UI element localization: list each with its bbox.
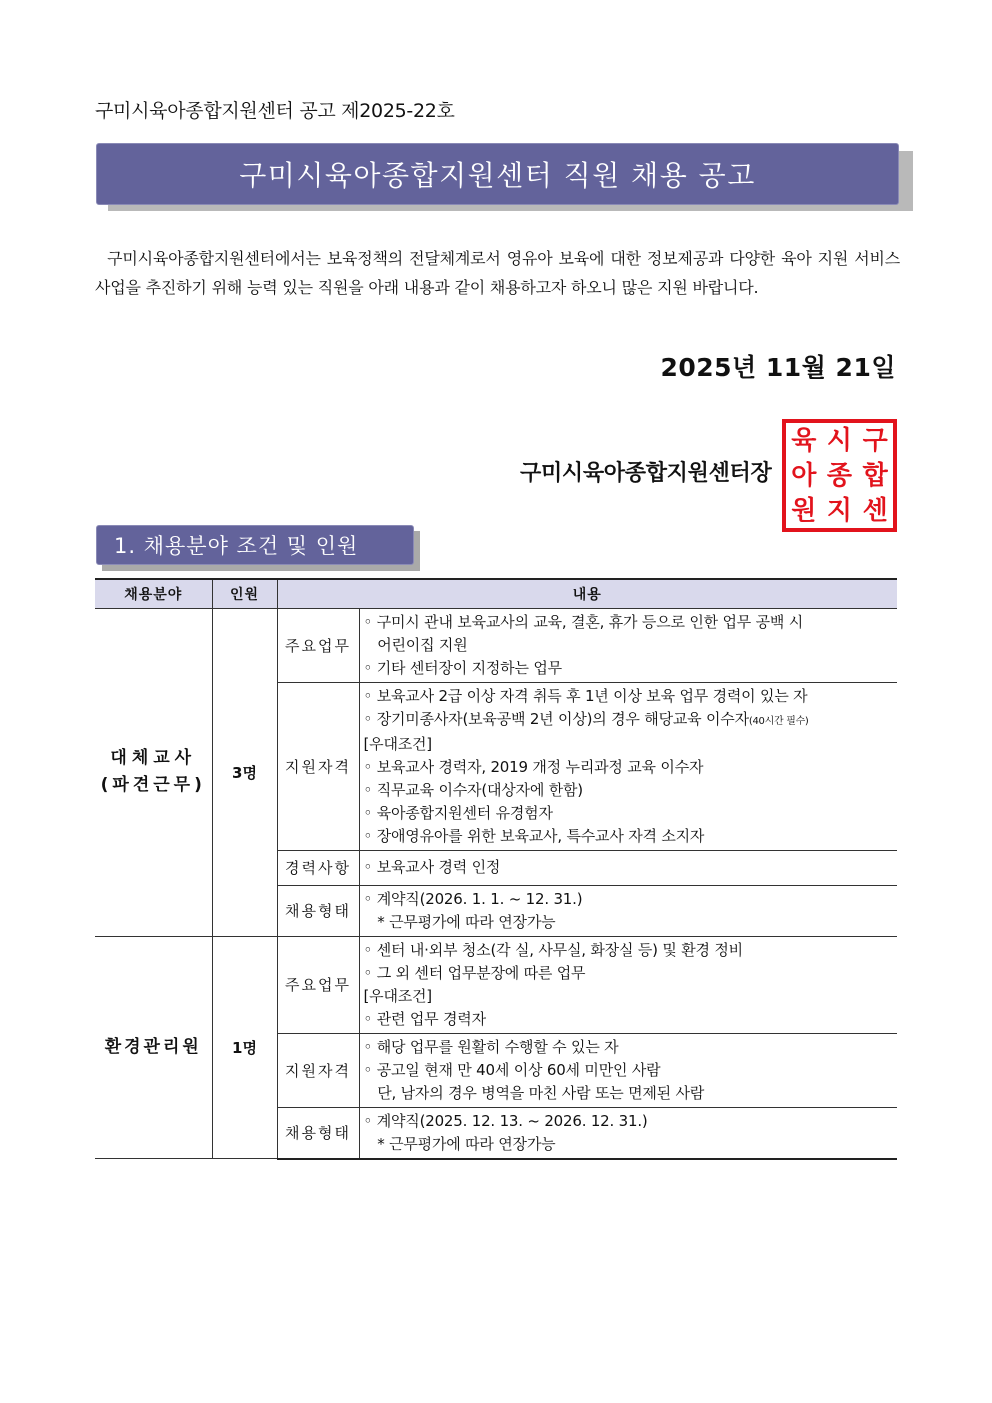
content-line: ◦ 센터 내·외부 청소(각 실, 사무실, 화장실 등) 및 환경 정비 <box>363 940 743 959</box>
signer-name: 구미시육아종합지원센터장 <box>520 461 772 486</box>
notice-number: 구미시육아종합지원센터 공고 제2025-22호 <box>95 100 455 122</box>
header-field: 채용분야 <box>95 579 212 608</box>
count-cell: 1명 <box>212 936 277 1159</box>
seal-char: 종 <box>826 460 853 491</box>
content-cell <box>359 608 897 682</box>
sub-label: 채용형태 <box>277 1107 359 1159</box>
content-cell <box>359 936 897 1033</box>
notice-date: 2025년 11월 21일 <box>660 353 896 382</box>
content-line: 단, 남자의 경우 병역을 마친 사람 또는 면제된 사람 <box>363 1083 705 1102</box>
content-line: [우대조건] <box>363 986 432 1005</box>
content-text: ◦ 장기미종사자(보육공백 2년 이상)의 경우 해당교육 이수자 <box>363 709 749 728</box>
content-line: ◦ 기타 센터장이 지정하는 업무 <box>363 658 562 677</box>
sub-label: 채용형태 <box>277 885 359 936</box>
recruitment-table <box>95 578 897 1160</box>
content-line: 어린이집 지원 <box>363 635 468 654</box>
seal-char: 아 <box>791 460 817 491</box>
content-line: ◦ 해당 업무를 원활히 수행할 수 있는 자 <box>363 1037 619 1056</box>
content-cell <box>359 885 897 936</box>
content-cell <box>359 1033 897 1107</box>
content-cell <box>359 1107 897 1159</box>
official-seal-stamp <box>782 419 897 532</box>
field-note: (파견근무) <box>100 775 206 795</box>
sub-label: 지원자격 <box>277 1033 359 1107</box>
document-title: 구미시육아종합지원센터 직원 채용 공고 <box>96 143 899 205</box>
content-line: ◦ 구미시 관내 보육교사의 교육, 결혼, 휴가 등으로 인한 업무 공백 시 <box>363 612 804 631</box>
content-line: ◦ 계약직(2026. 1. 1. ~ 12. 31.) <box>363 889 583 908</box>
seal-char: 센 <box>862 495 888 526</box>
field-name: 환경관리원 <box>104 1036 202 1057</box>
intro-paragraph: 구미시육아종합지원센터에서는 보육정책의 전달체계로서 영유아 보육에 대한 정보제공과 다양한 육아 지원 서비스 사업을 추진하기 위해 능력 있는 직원을 아래 내용과 같이 채용하고자 하오니 많은 지원 바랍니다. <box>95 249 905 297</box>
content-line: ◦ 직무교육 이수자(대상자에 한함) <box>363 780 583 799</box>
field-cell <box>95 608 212 936</box>
content-line: ◦ 그 외 센터 업무분장에 따른 업무 <box>363 963 586 982</box>
seal-char: 지 <box>826 495 853 526</box>
content-line: ◦ 보육교사 2급 이상 자격 취득 후 1년 이상 보육 업무 경력이 있는 자 <box>363 686 808 705</box>
sub-label: 주요업무 <box>277 608 359 682</box>
content-line: ◦ 계약직(2025. 12. 13. ~ 2026. 12. 31.) <box>363 1111 648 1130</box>
sub-label: 경력사항 <box>277 850 359 885</box>
header-content: 내용 <box>277 579 897 608</box>
content-line: [우대조건] <box>363 734 432 753</box>
seal-char: 원 <box>791 495 817 526</box>
sub-label: 지원자격 <box>277 682 359 850</box>
section-heading: 1. 채용분야 조건 및 인원 <box>96 525 414 565</box>
table-row <box>95 608 897 682</box>
content-line: ◦ 보육교사 경력자, 2019 개정 누리과정 교육 이수자 <box>363 757 704 776</box>
seal-char: 육 <box>791 425 817 456</box>
field-cell <box>95 936 212 1159</box>
content-footnote: (40시간 필수) <box>748 715 809 727</box>
content-cell <box>359 850 897 885</box>
count-cell: 3명 <box>212 608 277 936</box>
content-line: ◦ 보육교사 경력 인정 <box>363 858 501 876</box>
content-line: ◦ 장애영유아를 위한 보육교사, 특수교사 자격 소지자 <box>363 826 705 845</box>
content-line: * 근무평가에 따라 연장가능 <box>363 1134 556 1153</box>
content-line: ◦ 육아종합지원센터 유경험자 <box>363 803 553 822</box>
seal-char: 시 <box>826 425 853 456</box>
header-count: 인원 <box>212 579 277 608</box>
content-cell <box>359 682 897 850</box>
content-line <box>364 708 894 733</box>
content-line: ◦ 공고일 현재 만 40세 이상 60세 미만인 사람 <box>363 1060 661 1079</box>
sub-label: 주요업무 <box>277 936 359 1033</box>
table-header-row <box>95 579 897 608</box>
table-row <box>95 936 897 1033</box>
content-line: * 근무평가에 따라 연장가능 <box>363 912 556 931</box>
field-name: 대체교사 <box>110 748 197 768</box>
seal-char: 합 <box>862 460 888 491</box>
content-line: ◦ 관련 업무 경력자 <box>363 1009 486 1028</box>
seal-char: 구 <box>862 425 888 456</box>
